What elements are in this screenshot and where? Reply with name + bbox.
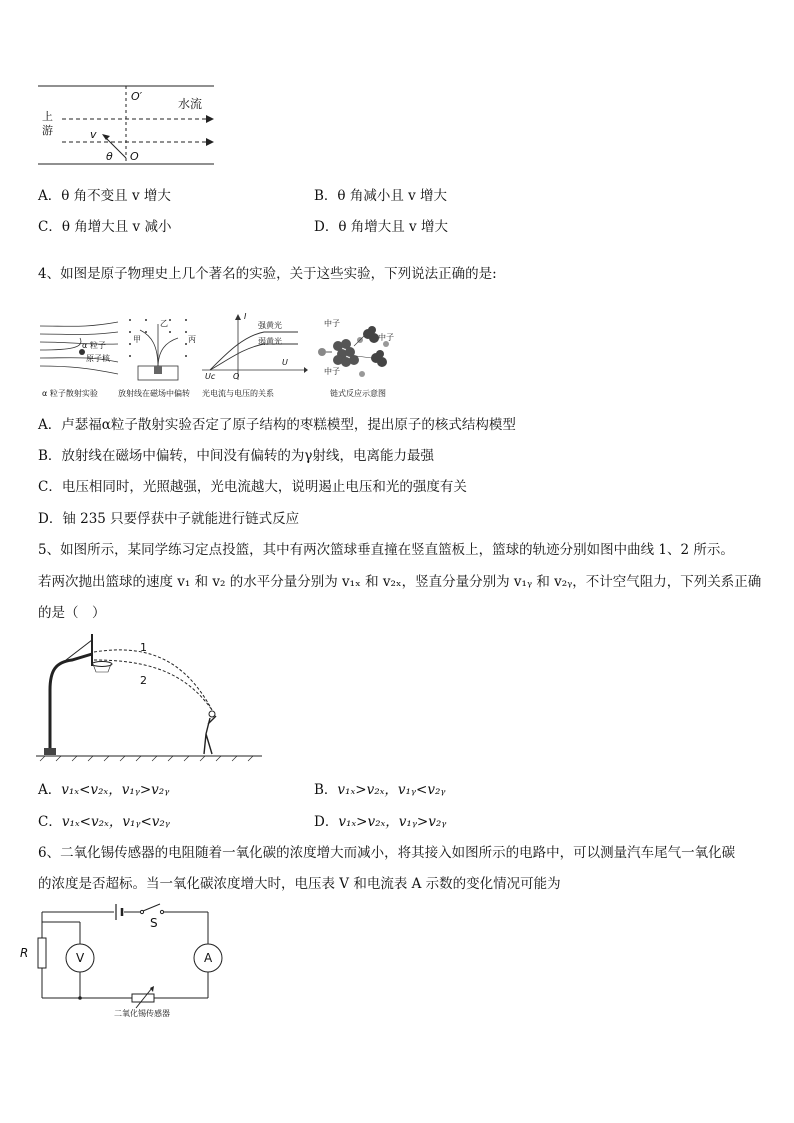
q4-option-d[interactable]: [38, 509, 299, 529]
option-label: B．: [314, 782, 338, 798]
q4-option-c[interactable]: [38, 477, 467, 497]
option-text: v₁ₓ<v₂ₓ，v₁ᵧ<v₂ᵧ: [61, 814, 170, 830]
river-upstream-label: 上 游: [42, 110, 53, 137]
option-label: A．: [38, 417, 62, 433]
current-axis-label: I: [244, 312, 247, 321]
ray-b-label: 乙: [160, 319, 168, 328]
option-label: C．: [38, 814, 62, 830]
chain-caption: 链式反应示意图: [330, 389, 386, 398]
option-text: v₁ₓ>v₂ₓ，v₁ᵧ>v₂ᵧ: [338, 814, 447, 830]
option-text: 铀 235 只要俘获中子就能进行链式反应: [62, 511, 300, 527]
option-text: θ 角减小且 v 增大: [337, 188, 448, 204]
option-text: θ 角增大且 v 减小: [61, 219, 172, 235]
switch-label: S: [150, 916, 158, 930]
option-label: C．: [38, 479, 62, 495]
q3-option-c[interactable]: [38, 217, 171, 237]
curve-2-label: 2: [140, 674, 147, 687]
neutron-label-3: 中子: [324, 367, 340, 376]
river-theta-label: θ: [106, 150, 113, 163]
voltmeter-label: V: [76, 951, 85, 965]
radiation-field-figure: [124, 316, 194, 382]
q5-option-b[interactable]: [314, 780, 445, 800]
q5-option-a[interactable]: [38, 780, 169, 800]
q3-option-a[interactable]: [38, 186, 171, 206]
q5-option-d[interactable]: [314, 812, 446, 832]
sensor-label: 二氧化锡传感器: [114, 1009, 170, 1018]
river-o-prime: O′: [131, 90, 143, 103]
river-water-flow-label: 水流: [178, 97, 203, 111]
strong-light-label: 强黄光: [258, 321, 282, 330]
option-label: B．: [314, 188, 338, 204]
option-label: D．: [314, 814, 339, 830]
option-text: 电压相同时，光照越强，光电流越大，说明遏止电压和光的强度有关: [61, 479, 467, 495]
basketball-figure: [36, 630, 262, 762]
radiation-caption: 放射线在磁场中偏转: [118, 389, 190, 398]
q4-option-a[interactable]: [38, 415, 516, 435]
neutron-label-2: 中子: [378, 333, 394, 342]
option-text: θ 角不变且 v 增大: [61, 188, 171, 204]
option-label: C．: [38, 219, 62, 235]
resistor-label: R: [20, 946, 29, 960]
curve-1-label: 1: [140, 641, 147, 654]
alpha-caption: α 粒子散射实验: [42, 389, 98, 398]
photoelectric-caption: 光电流与电压的关系: [202, 389, 274, 398]
origin-label: O: [233, 372, 240, 381]
option-text: 放射线在磁场中偏转，中间没有偏转的为γ射线，电离能力最强: [61, 448, 434, 464]
q6-stem-line-2: 的浓度是否超标。当一氧化碳浓度增大时，电压表 V 和电流表 A 示数的变化情况可能为: [38, 876, 561, 892]
q4-stem: 4、如图是原子物理史上几个著名的实验，关于这些实验，下列说法正确的是:: [38, 266, 497, 282]
option-text: v₁ₓ<v₂ₓ，v₁ᵧ>v₂ᵧ: [61, 782, 170, 798]
ray-a-label: 甲: [133, 335, 141, 344]
weak-light-label: 弱黄光: [258, 337, 282, 346]
q5-stem-line-2: 若两次抛出篮球的速度 v₁ 和 v₂ 的水平分量分别为 v₁ₓ 和 v₂ₓ，竖直分量分别为 v₁ᵧ 和 v₂ᵧ，不计空气阻力，下列关系正确: [38, 574, 762, 590]
ammeter-label: A: [204, 951, 213, 965]
option-label: B．: [38, 448, 62, 464]
q3-option-b[interactable]: [314, 186, 447, 206]
q5-stem-line-3: 的是（ ）: [38, 605, 106, 621]
alpha-particle-label: α 粒子: [82, 341, 106, 350]
option-label: A．: [38, 782, 62, 798]
river-o-label: O: [130, 150, 139, 163]
neutron-label-1: 中子: [324, 319, 340, 328]
circuit-diagram: [36, 902, 226, 1014]
q5-option-c[interactable]: [38, 812, 170, 832]
option-text: θ 角增大且 v 增大: [338, 219, 448, 235]
q6-stem-line-1: 6、二氧化锡传感器的电阻随着一氧化碳的浓度增大而减小，将其接入如图所示的电路中，可以测量汽车尾气一氧化碳: [38, 845, 736, 861]
q5-stem-line-1: 5、如图所示，某同学练习定点投篮，其中有两次篮球垂直撞在竖直篮板上，篮球的轨迹分别如图中曲线 1、2 所示。: [38, 542, 734, 558]
option-label: D．: [38, 511, 63, 527]
option-text: 卢瑟福α粒子散射实验否定了原子结构的枣糕模型，提出原子的核式结构模型: [61, 417, 516, 433]
option-label: D．: [314, 219, 339, 235]
alpha-scattering-figure: [40, 318, 120, 380]
stopping-voltage-label: Uc: [205, 372, 216, 381]
q4-option-b[interactable]: [38, 446, 434, 466]
nucleus-label: 原子核: [86, 354, 110, 363]
q3-option-d[interactable]: [314, 217, 448, 237]
option-text: v₁ₓ>v₂ₓ，v₁ᵧ<v₂ᵧ: [337, 782, 446, 798]
river-v-label: v: [90, 128, 97, 141]
option-label: A．: [38, 188, 62, 204]
ray-c-label: 丙: [188, 335, 196, 344]
voltage-axis-label: U: [282, 358, 288, 367]
